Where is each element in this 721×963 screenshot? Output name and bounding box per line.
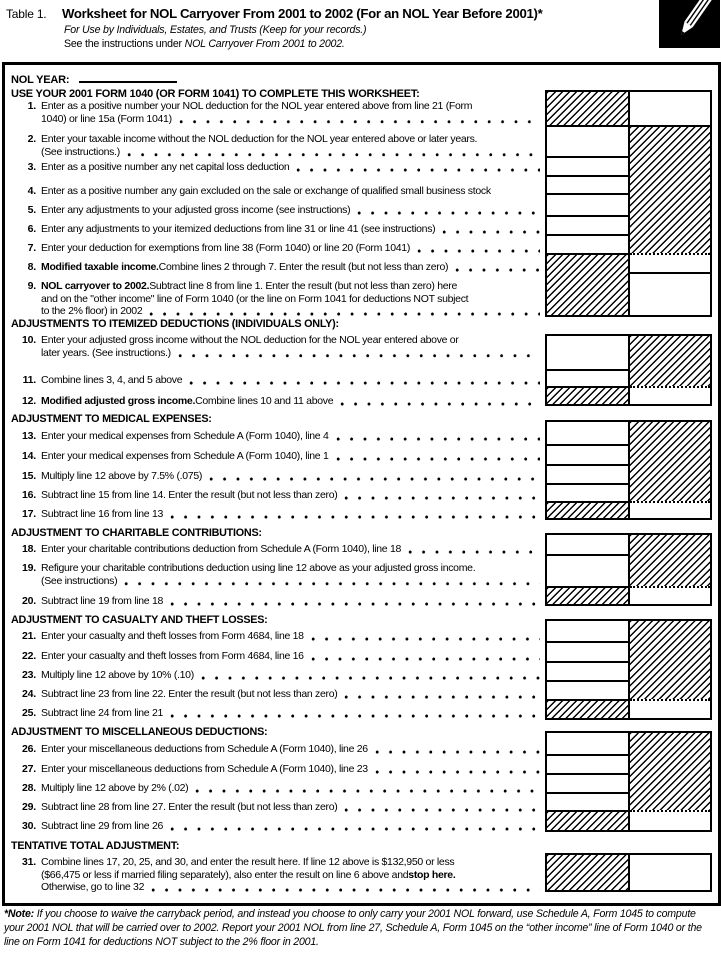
text-segment: Multiply line 12 above by 10% (.10) (41, 669, 194, 681)
line-text (41, 450, 542, 463)
line-number: 31. (22, 856, 36, 868)
text-segment: Combine lines 10 and 11 above (195, 395, 334, 407)
entry-cell-line-23[interactable] (547, 661, 628, 679)
line-number: 6. (27, 223, 36, 235)
line-text (41, 707, 542, 720)
line-number: 8. (27, 261, 36, 273)
entry-box-group-2 (545, 334, 712, 406)
text-segment: Enter your deduction for exemptions from line 38 (Form 1040) or line 20 (Form 1041) (41, 242, 411, 254)
entry-cell-line-19[interactable] (547, 554, 628, 586)
text-segment: Enter your charitable contributions deduction from Schedule A (Form 1040), line 18 (41, 543, 402, 555)
worksheet-line-5 (27, 204, 542, 217)
blocked-cell (630, 336, 710, 386)
section-heading: ADJUSTMENTS TO ITEMIZED DEDUCTIONS (INDIVIDUALS ONLY): (11, 318, 339, 330)
line-number: 20. (22, 595, 36, 607)
entry-cell-line-31[interactable] (630, 855, 710, 890)
entry-cell-line-2[interactable] (547, 125, 628, 155)
line-text (41, 575, 542, 588)
worksheet-line-22 (22, 650, 542, 663)
worksheet-line-12 (22, 395, 542, 408)
entry-cell-line-3[interactable] (547, 156, 628, 175)
line-text (41, 261, 542, 274)
bold-text-segment: Modified adjusted gross income. (41, 395, 196, 407)
entry-column-1 (547, 621, 630, 718)
entry-box-group-5 (545, 619, 712, 720)
text-segment: Enter any adjustments to your adjusted gross income (see instructions) (41, 204, 351, 216)
text-segment: Enter your medical expenses from Schedule A (Form 1040), line 1 (41, 450, 329, 462)
entry-cell-line-8[interactable] (630, 253, 710, 272)
entry-column-1 (547, 855, 630, 890)
text-segment: Subtract line 8 from line 1. Enter the result (but not less than zero) here (149, 280, 458, 292)
dot-leader (296, 161, 540, 174)
line-text (41, 204, 542, 217)
dot-leader (340, 395, 540, 408)
entry-box-group-3 (545, 420, 712, 520)
dot-leader (357, 204, 540, 217)
nol-year-input[interactable] (79, 72, 177, 83)
line-number: 7. (27, 242, 36, 254)
bold-text-segment: Modified taxable income. (41, 261, 159, 273)
entry-box-group-7 (545, 853, 712, 892)
footnote-text: If you choose to waive the carryback period, and instead you choose to only carry your 2001 NOL forward, use Schedule A, Form 1045 to compute your 2001 NOL that will be carried over to 2002. Report your 2001 NOL from line 27, Schedule A, Form 1045 on the “other income” line of Form 1040 or the line on Form 1041 for deductions NOT subject to the 2% floor in 2001. (4, 908, 702, 948)
line-number: 23. (22, 669, 36, 681)
entry-cell-line-28[interactable] (547, 773, 628, 792)
text-segment: Subtract line 15 from line 14. Enter the result (but not less than zero) (41, 489, 338, 501)
entry-cell-line-4[interactable] (547, 175, 628, 194)
line-number: 17. (22, 508, 36, 520)
worksheet-line-8 (27, 261, 542, 274)
line-text (41, 743, 542, 756)
line-text (41, 334, 542, 347)
line-number: 5. (27, 204, 36, 216)
text-segment: Enter as a positive number your NOL deduction for the NOL year entered above from line 21 (Form (41, 100, 473, 112)
text-segment: Otherwise, go to line 32 (41, 881, 145, 894)
text-segment: 1040) or line 15a (Form 1041) (41, 112, 172, 125)
line-number: 26. (22, 743, 36, 755)
entry-cell-line-12[interactable] (630, 386, 710, 404)
dot-leader (344, 688, 540, 701)
worksheet-line-7 (27, 242, 542, 255)
text-segment: (See instructions) (41, 574, 118, 587)
line-text (41, 347, 542, 360)
pencil-icon (659, 0, 720, 48)
line-text (41, 470, 542, 483)
entry-cell-line-25[interactable] (630, 699, 710, 718)
dot-leader (124, 575, 540, 588)
nol-year-label: NOL YEAR: (11, 74, 70, 86)
text-segment: ($66,475 or less if married filing separately), also enter the result on line 6 above and (41, 868, 409, 881)
text-segment: Enter your adjusted gross income without the NOL deduction for the NOL year entered above or (41, 334, 459, 346)
text-segment: Enter as a positive number any net capital loss deduction (41, 161, 290, 173)
blocked-cell (630, 535, 710, 586)
worksheet-line-15 (22, 470, 542, 483)
line-number: 1. (27, 100, 36, 112)
line-text (41, 395, 542, 408)
line-text (41, 223, 542, 236)
text-segment: Combine lines 3, 4, and 5 above (41, 374, 183, 386)
section-heading: ADJUSTMENT TO CASUALTY AND THEFT LOSSES: (11, 614, 268, 626)
worksheet-line-17 (22, 508, 542, 521)
text-segment: Combine lines 2 through 7. Enter the result (but not less than zero) (158, 261, 449, 273)
line-text (41, 430, 542, 443)
dot-leader (170, 820, 540, 833)
blocked-cell (630, 733, 710, 810)
entry-column-1 (547, 336, 630, 404)
entry-cell-line-24[interactable] (547, 680, 628, 699)
worksheet-line-19 (22, 562, 542, 587)
text-segment: Enter any adjustments to your itemized deductions from line 31 or line 41 (see instructions) (41, 223, 436, 235)
dot-leader (344, 801, 540, 814)
text-segment: Enter your casualty and theft losses from Form 4684, line 16 (41, 650, 304, 662)
document-header (0, 0, 721, 62)
dot-leader (311, 630, 540, 643)
entry-column-2 (630, 336, 710, 404)
dot-leader (170, 595, 540, 608)
entry-cell-line-6[interactable] (547, 215, 628, 235)
line-text (41, 782, 542, 795)
text-segment: Refigure your charitable contributions deduction using line 12 above as your adjusted gross income. (41, 562, 476, 574)
line-text (41, 820, 542, 833)
entry-column-2 (630, 733, 710, 830)
text-segment: Enter as a positive number any gain excluded on the sale or exchange of qualified small business stock (41, 185, 491, 197)
entry-cell-line-9[interactable] (630, 272, 710, 315)
line-text (41, 856, 542, 869)
dot-leader (201, 669, 540, 682)
subtitle-instructions: See the instructions under NOL Carryover From 2001 to 2002. (64, 38, 345, 50)
dot-leader (179, 113, 540, 126)
page-title: Worksheet for NOL Carryover From 2001 to 2002 (For an NOL Year Before 2001)* (62, 6, 543, 21)
line-number: 30. (22, 820, 36, 832)
entry-cell-line-5[interactable] (547, 193, 628, 215)
entry-cell-line-7[interactable] (547, 234, 628, 253)
worksheet-line-9 (27, 280, 542, 318)
line-text (41, 374, 542, 387)
worksheet-line-26 (22, 743, 542, 756)
dot-leader (442, 223, 540, 236)
worksheet-line-18 (22, 543, 542, 556)
line-text (41, 133, 542, 146)
footnote (4, 907, 718, 949)
text-segment: Subtract line 19 from line 18 (41, 595, 164, 607)
dot-leader (417, 242, 540, 255)
entry-cell-line-29[interactable] (547, 792, 628, 809)
line-text (41, 146, 542, 159)
worksheet-line-14 (22, 450, 542, 463)
line-number: 18. (22, 543, 36, 555)
line-number: 19. (22, 562, 36, 574)
worksheet-line-29 (22, 801, 542, 814)
dot-leader (408, 543, 540, 556)
text-segment: Subtract line 28 from line 27. Enter the result (but not less than zero) (41, 801, 338, 813)
worksheet-line-1 (27, 100, 542, 125)
blocked-cell (630, 621, 710, 699)
dot-leader (375, 763, 540, 776)
text-segment: Enter your miscellaneous deductions from Schedule A (Form 1040), line 26 (41, 743, 368, 755)
bold-text-segment: NOL carryover to 2002. (41, 280, 150, 292)
worksheet-line-11 (22, 374, 542, 387)
dot-leader (336, 430, 540, 443)
blocked-cell (547, 386, 628, 404)
line-text (41, 113, 542, 126)
worksheet-line-2 (27, 133, 542, 158)
worksheet-line-30 (22, 820, 542, 833)
worksheet-line-13 (22, 430, 542, 443)
text-segment: Subtract line 16 from line 13 (41, 508, 164, 520)
line-number: 22. (22, 650, 36, 662)
dot-leader (151, 881, 540, 894)
line-text (41, 100, 542, 113)
blocked-cell (547, 501, 628, 518)
line-text (41, 688, 542, 701)
entry-column-2 (630, 855, 710, 890)
section-heading: TENTATIVE TOTAL ADJUSTMENT: (11, 840, 180, 852)
line-number: 15. (22, 470, 36, 482)
line-text (41, 305, 542, 318)
line-number: 14. (22, 450, 36, 462)
line-text (41, 242, 542, 255)
worksheet-line-10 (22, 334, 542, 359)
dot-leader (149, 305, 540, 318)
blocked-cell (547, 699, 628, 718)
intro-heading: USE YOUR 2001 FORM 1040 (OR FORM 1041) TO COMPLETE THIS WORKSHEET: (11, 88, 420, 100)
entry-column-1 (547, 535, 630, 604)
line-number: 2. (27, 133, 36, 145)
dot-leader (170, 508, 540, 521)
blocked-cell (547, 586, 628, 604)
line-number: 24. (22, 688, 36, 700)
text-segment: to the 2% floor) in 2002 (41, 305, 143, 318)
bold-text-segment: stop here. (408, 868, 456, 881)
dot-leader (170, 707, 540, 720)
line-number: 3. (27, 161, 36, 173)
nol-year-row (11, 72, 177, 86)
line-number: 11. (22, 374, 36, 386)
worksheet-line-25 (22, 707, 542, 720)
table-label: Table 1. (6, 7, 47, 21)
worksheet-line-4 (27, 185, 542, 198)
blocked-cell (630, 422, 710, 501)
text-segment: Combine lines 17, 20, 25, and 30, and enter the result here. If line 12 above is $132,950 or less (41, 856, 455, 868)
line-text (41, 508, 542, 521)
entry-box-group-6 (545, 731, 712, 832)
worksheet-body (2, 62, 721, 906)
line-number: 10. (22, 334, 36, 346)
worksheet-line-24 (22, 688, 542, 701)
blocked-cell (547, 855, 628, 890)
entry-column-1 (547, 422, 630, 518)
line-text (41, 630, 542, 643)
line-text (41, 595, 542, 608)
dot-leader (178, 347, 540, 360)
entry-cell-line-15[interactable] (547, 464, 628, 483)
text-segment: (See instructions.) (41, 145, 120, 158)
worksheet-line-16 (22, 489, 542, 502)
entry-column-2 (630, 422, 710, 518)
entry-cell-line-20[interactable] (630, 586, 710, 604)
line-text (41, 161, 542, 174)
blocked-cell (547, 253, 628, 315)
entry-box-group-1 (545, 90, 712, 317)
line-text (41, 293, 542, 306)
line-text (41, 543, 542, 556)
line-text (41, 669, 542, 682)
worksheet-line-23 (22, 669, 542, 682)
entry-column-2 (630, 535, 710, 604)
entry-cell-line-30[interactable] (630, 810, 710, 830)
entry-cell-line-1[interactable] (630, 92, 710, 125)
line-number: 21. (22, 630, 36, 642)
entry-column-2 (630, 92, 710, 315)
line-number: 12. (22, 395, 36, 407)
line-number: 9. (27, 280, 36, 292)
blocked-cell (547, 92, 628, 125)
section-heading: ADJUSTMENT TO MISCELLANEOUS DEDUCTIONS: (11, 726, 268, 738)
footnote-label: *Note: (4, 908, 34, 920)
worksheet-line-3 (27, 161, 542, 174)
subtitle-use-by: For Use by Individuals, Estates, and Trusts (Keep for your records.) (64, 24, 367, 36)
entry-cell-line-13[interactable] (547, 422, 628, 444)
blocked-cell (547, 810, 628, 830)
worksheet-line-6 (27, 223, 542, 236)
line-text (41, 801, 542, 814)
dot-leader (189, 374, 540, 387)
section-heading: ADJUSTMENT TO MEDICAL EXPENSES: (11, 413, 212, 425)
line-text (41, 489, 542, 502)
dot-leader (311, 650, 540, 663)
entry-column-1 (547, 92, 630, 315)
line-number: 27. (22, 763, 36, 775)
line-text (41, 763, 542, 776)
worksheet-line-28 (22, 782, 542, 795)
entry-cell-line-27[interactable] (547, 754, 628, 773)
line-number: 13. (22, 430, 36, 442)
line-number: 29. (22, 801, 36, 813)
text-segment: Enter your taxable income without the NOL deduction for the NOL year entered above or later years. (41, 133, 478, 145)
line-number: 25. (22, 707, 36, 719)
worksheet-line-27 (22, 763, 542, 776)
entry-cell-line-26[interactable] (547, 733, 628, 754)
worksheet-line-21 (22, 630, 542, 643)
line-number: 16. (22, 489, 36, 501)
dot-leader (127, 146, 540, 159)
entry-cell-line-21[interactable] (547, 621, 628, 641)
entry-cell-line-11[interactable] (547, 369, 628, 386)
worksheet-line-31 (22, 856, 542, 894)
entry-cell-line-16[interactable] (547, 483, 628, 500)
worksheet-line-20 (22, 595, 542, 608)
line-text (41, 280, 542, 293)
dot-leader (209, 470, 540, 483)
line-text (41, 185, 542, 198)
text-segment: Subtract line 23 from line 22. Enter the result (but not less than zero) (41, 688, 338, 700)
line-number: 4. (27, 185, 36, 197)
entry-column-2 (630, 621, 710, 718)
text-segment: Subtract line 29 from line 26 (41, 820, 164, 832)
dot-leader (195, 782, 540, 795)
text-segment: Subtract line 24 from line 21 (41, 707, 164, 719)
line-number: 28. (22, 782, 36, 794)
line-text (41, 562, 542, 575)
text-segment: Enter your miscellaneous deductions from Schedule A (Form 1040), line 23 (41, 763, 368, 775)
dot-leader (455, 261, 540, 274)
text-segment: Multiply line 12 above by 2% (.02) (41, 782, 189, 794)
blocked-cell (630, 125, 710, 253)
text-segment: Enter your medical expenses from Schedule A (Form 1040), line 4 (41, 430, 329, 442)
text-segment: Multiply line 12 above by 7.5% (.075) (41, 470, 203, 482)
entry-cell-line-14[interactable] (547, 444, 628, 464)
text-segment: and on the "other income" line of Form 1040 (or the line on Form 1041 for deductions NOT subject (41, 292, 469, 305)
entry-cell-line-22[interactable] (547, 641, 628, 661)
line-text (41, 869, 542, 882)
text-segment: later years. (See instructions.) (41, 346, 171, 359)
line-text (41, 650, 542, 663)
entry-box-group-4 (545, 533, 712, 606)
entry-column-1 (547, 733, 630, 830)
dot-leader (344, 489, 540, 502)
text-segment: Enter your casualty and theft losses from Form 4684, line 18 (41, 630, 304, 642)
entry-cell-line-18[interactable] (547, 535, 628, 554)
section-heading: ADJUSTMENT TO CHARITABLE CONTRIBUTIONS: (11, 527, 262, 539)
line-text (41, 881, 542, 894)
dot-leader (336, 450, 540, 463)
entry-cell-line-10[interactable] (547, 336, 628, 369)
dot-leader (375, 743, 540, 756)
entry-cell-line-17[interactable] (630, 501, 710, 518)
